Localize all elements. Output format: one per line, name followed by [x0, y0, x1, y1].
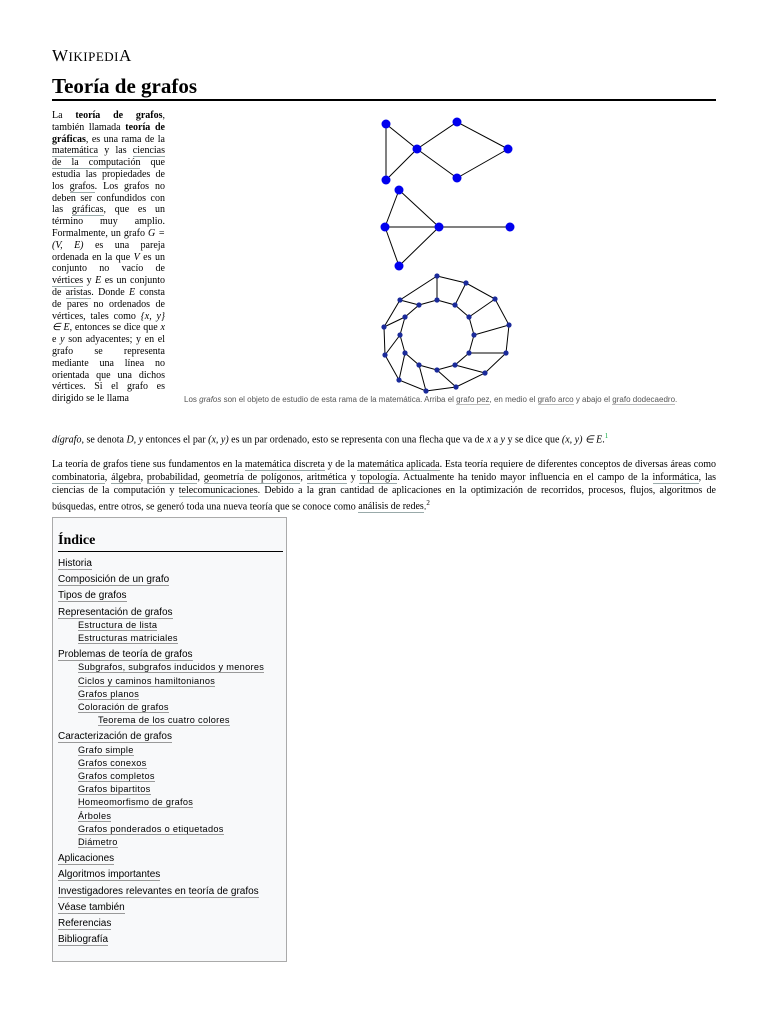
toc-item[interactable]: Representación de grafos [58, 606, 173, 618]
logo-text: A [118, 46, 132, 65]
toc-item[interactable]: Referencias [58, 918, 112, 930]
toc-item[interactable]: Estructuras matriciales [78, 633, 178, 644]
toc-item[interactable]: Caracterización de grafos [58, 731, 172, 743]
toc-item[interactable]: Diámetro [78, 837, 118, 848]
table-of-contents [52, 517, 287, 962]
figure-caption: Los grafos son el objeto de estudio de esta rama de la matemática. Arriba el grafo pez, en medio el grafo arco y abajo el grafo dodecaedro. [184, 395, 678, 404]
graph-figure[interactable] [180, 110, 715, 410]
link-combinatoria[interactable]: combinatoria [52, 472, 105, 483]
toc-item[interactable]: Grafos conexos [78, 757, 147, 768]
link-analisis-redes[interactable]: análisis de redes [358, 501, 424, 513]
math-formula: (x, y) [208, 434, 229, 446]
math-formula: G = (V, E) [52, 227, 165, 251]
toc-item[interactable]: Teorema de los cuatro colores [98, 715, 230, 726]
toc-item[interactable]: Algoritmos importantes [58, 869, 161, 881]
toc-item[interactable]: Grafos planos [78, 688, 140, 699]
math-formula: E [129, 286, 136, 298]
math-formula: y [60, 334, 65, 346]
link-aritmetica[interactable]: aritmética [306, 472, 347, 483]
toc-item[interactable]: Composición de un grafo [58, 574, 170, 586]
caption-italic: grafos [199, 395, 222, 404]
link-grafo-arco[interactable]: grafo arco [537, 395, 574, 404]
math-formula: V [133, 251, 140, 263]
link-ciencias-computacion[interactable]: ciencias de la computación [52, 145, 165, 169]
toc-item[interactable]: Grafo simple [78, 744, 134, 755]
intro-paragraph: La teoría de grafos, también llamada teoría de gráficas, es una rama de la matemática y las ciencias de la computación que estudia las propiedades de los grafos. Los grafos no deben ser confundidos con las gráficas, que es un término muy amplio. Formalmente, un grafo G = (V, E) es una pareja ordenada en la que V es un conjunto no vacío de vértices y E es un conjunto de aristas. Donde E consta de pares no ordenados de vértices, tales como {x, y} ∈ E, entonces se dice que x e y son adyacentes; y en el grafo se representa mediante una línea no orientada que una dichos vértices. Si el grafo es dirigido se le llama [52, 110, 166, 405]
toc-item[interactable]: Estructura de lista [78, 619, 158, 630]
link-matematica-aplicada[interactable]: matemática aplicada [357, 459, 440, 470]
toc-item[interactable]: Aplicaciones [58, 853, 115, 865]
math-formula: x [486, 434, 492, 446]
toc-item[interactable]: Coloración de grafos [78, 702, 169, 713]
math-formula: y [500, 434, 505, 446]
logo-text: IKIPEDI [68, 49, 119, 64]
graph-illustration [180, 110, 715, 400]
logo-text: W [52, 46, 69, 65]
toc-item[interactable]: Bibliografía [58, 934, 109, 946]
link-informatica[interactable]: informática [652, 472, 699, 483]
link-grafos[interactable]: grafos [69, 180, 95, 192]
toc-item[interactable]: Tipos de grafos [58, 590, 127, 602]
page-title: Teoría de grafos [52, 74, 198, 98]
toc-item[interactable]: Homeomorfismo de grafos [78, 797, 194, 808]
link-aristas[interactable]: aristas [65, 286, 92, 298]
toc-item[interactable]: Véase también [58, 901, 125, 913]
wikipedia-logo[interactable] [52, 46, 132, 66]
link-algebra[interactable]: álgebra [111, 472, 141, 483]
math-formula: {x, y} ∈ E [52, 310, 165, 334]
digrafo-sentence: dígrafo, se denota D, y entonces el par (x, y) es un par ordenado, esto se representa con una flecha que va de x a y y se dice que (x, y) ∈ E.$^1$ [52, 432, 609, 446]
link-topologia[interactable]: topología [359, 472, 398, 483]
italic-term: dígrafo [52, 434, 82, 446]
title-divider [52, 99, 716, 101]
link-matematica[interactable]: matemática [52, 145, 99, 157]
link-graficas[interactable]: gráficas [71, 204, 104, 216]
bold-term: teoría de grafos [75, 110, 163, 121]
link-geometria-poligonos[interactable]: geometría de polígonos [203, 472, 301, 483]
link-probabilidad[interactable]: probabilidad [146, 472, 198, 483]
link-grafo-dodecaedro[interactable]: grafo dodecaedro [612, 395, 676, 404]
link-grafo-pez[interactable]: grafo pez [456, 395, 490, 404]
math-formula: x [160, 322, 165, 334]
math-formula: (x, y) ∈ E [561, 434, 603, 446]
reference-link[interactable]: 1 [604, 432, 609, 440]
toc-item[interactable]: Grafos completos [78, 771, 155, 782]
math-formula: D, y [126, 434, 144, 446]
toc-item[interactable]: Árboles [78, 810, 112, 821]
math-formula: E [95, 275, 102, 287]
link-matematica-discreta[interactable]: matemática discreta [244, 459, 325, 470]
second-paragraph: La teoría de grafos tiene sus fundamentos en la matemática discreta y de la matemática aplicada. Esta teoría requiere de diferentes conceptos de diversas áreas como combinatoria, álgebra, probabilidad, geometría de polígonos, aritmética y topología. Actualmente ha tenido mayor influencia en el campo de la informática, las ciencias de la computación y telecomunicaciones. Debido a la gran cantidad de aplicaciones en la optimización de recorridos, procesos, flujos, algoritmos de búsquedas, entre otros, se generó toda una nueva teoría que se conoce como análisis de redes.$^2$ [52, 459, 717, 513]
toc-item[interactable]: Problemas de teoría de grafos [58, 649, 193, 661]
toc-item[interactable]: Ciclos y caminos hamiltonianos [78, 675, 216, 686]
toc-item[interactable]: Historia [58, 558, 92, 569]
reference-link[interactable]: 2 [426, 499, 430, 507]
toc-item[interactable]: Subgrafos, subgrafos inducidos y menores [78, 662, 265, 673]
bold-term: teoría de gráficas [52, 121, 165, 145]
toc-title: Índice [58, 533, 283, 552]
link-telecomunicaciones[interactable]: telecomunicaciones [178, 485, 258, 496]
toc-item[interactable]: Grafos ponderados o etiquetados [78, 823, 224, 834]
toc-item[interactable]: Investigadores relevantes en teoría de grafos [58, 885, 259, 897]
link-vertices[interactable]: vértices [52, 275, 84, 287]
toc-item[interactable]: Grafos bipartitos [78, 784, 151, 795]
